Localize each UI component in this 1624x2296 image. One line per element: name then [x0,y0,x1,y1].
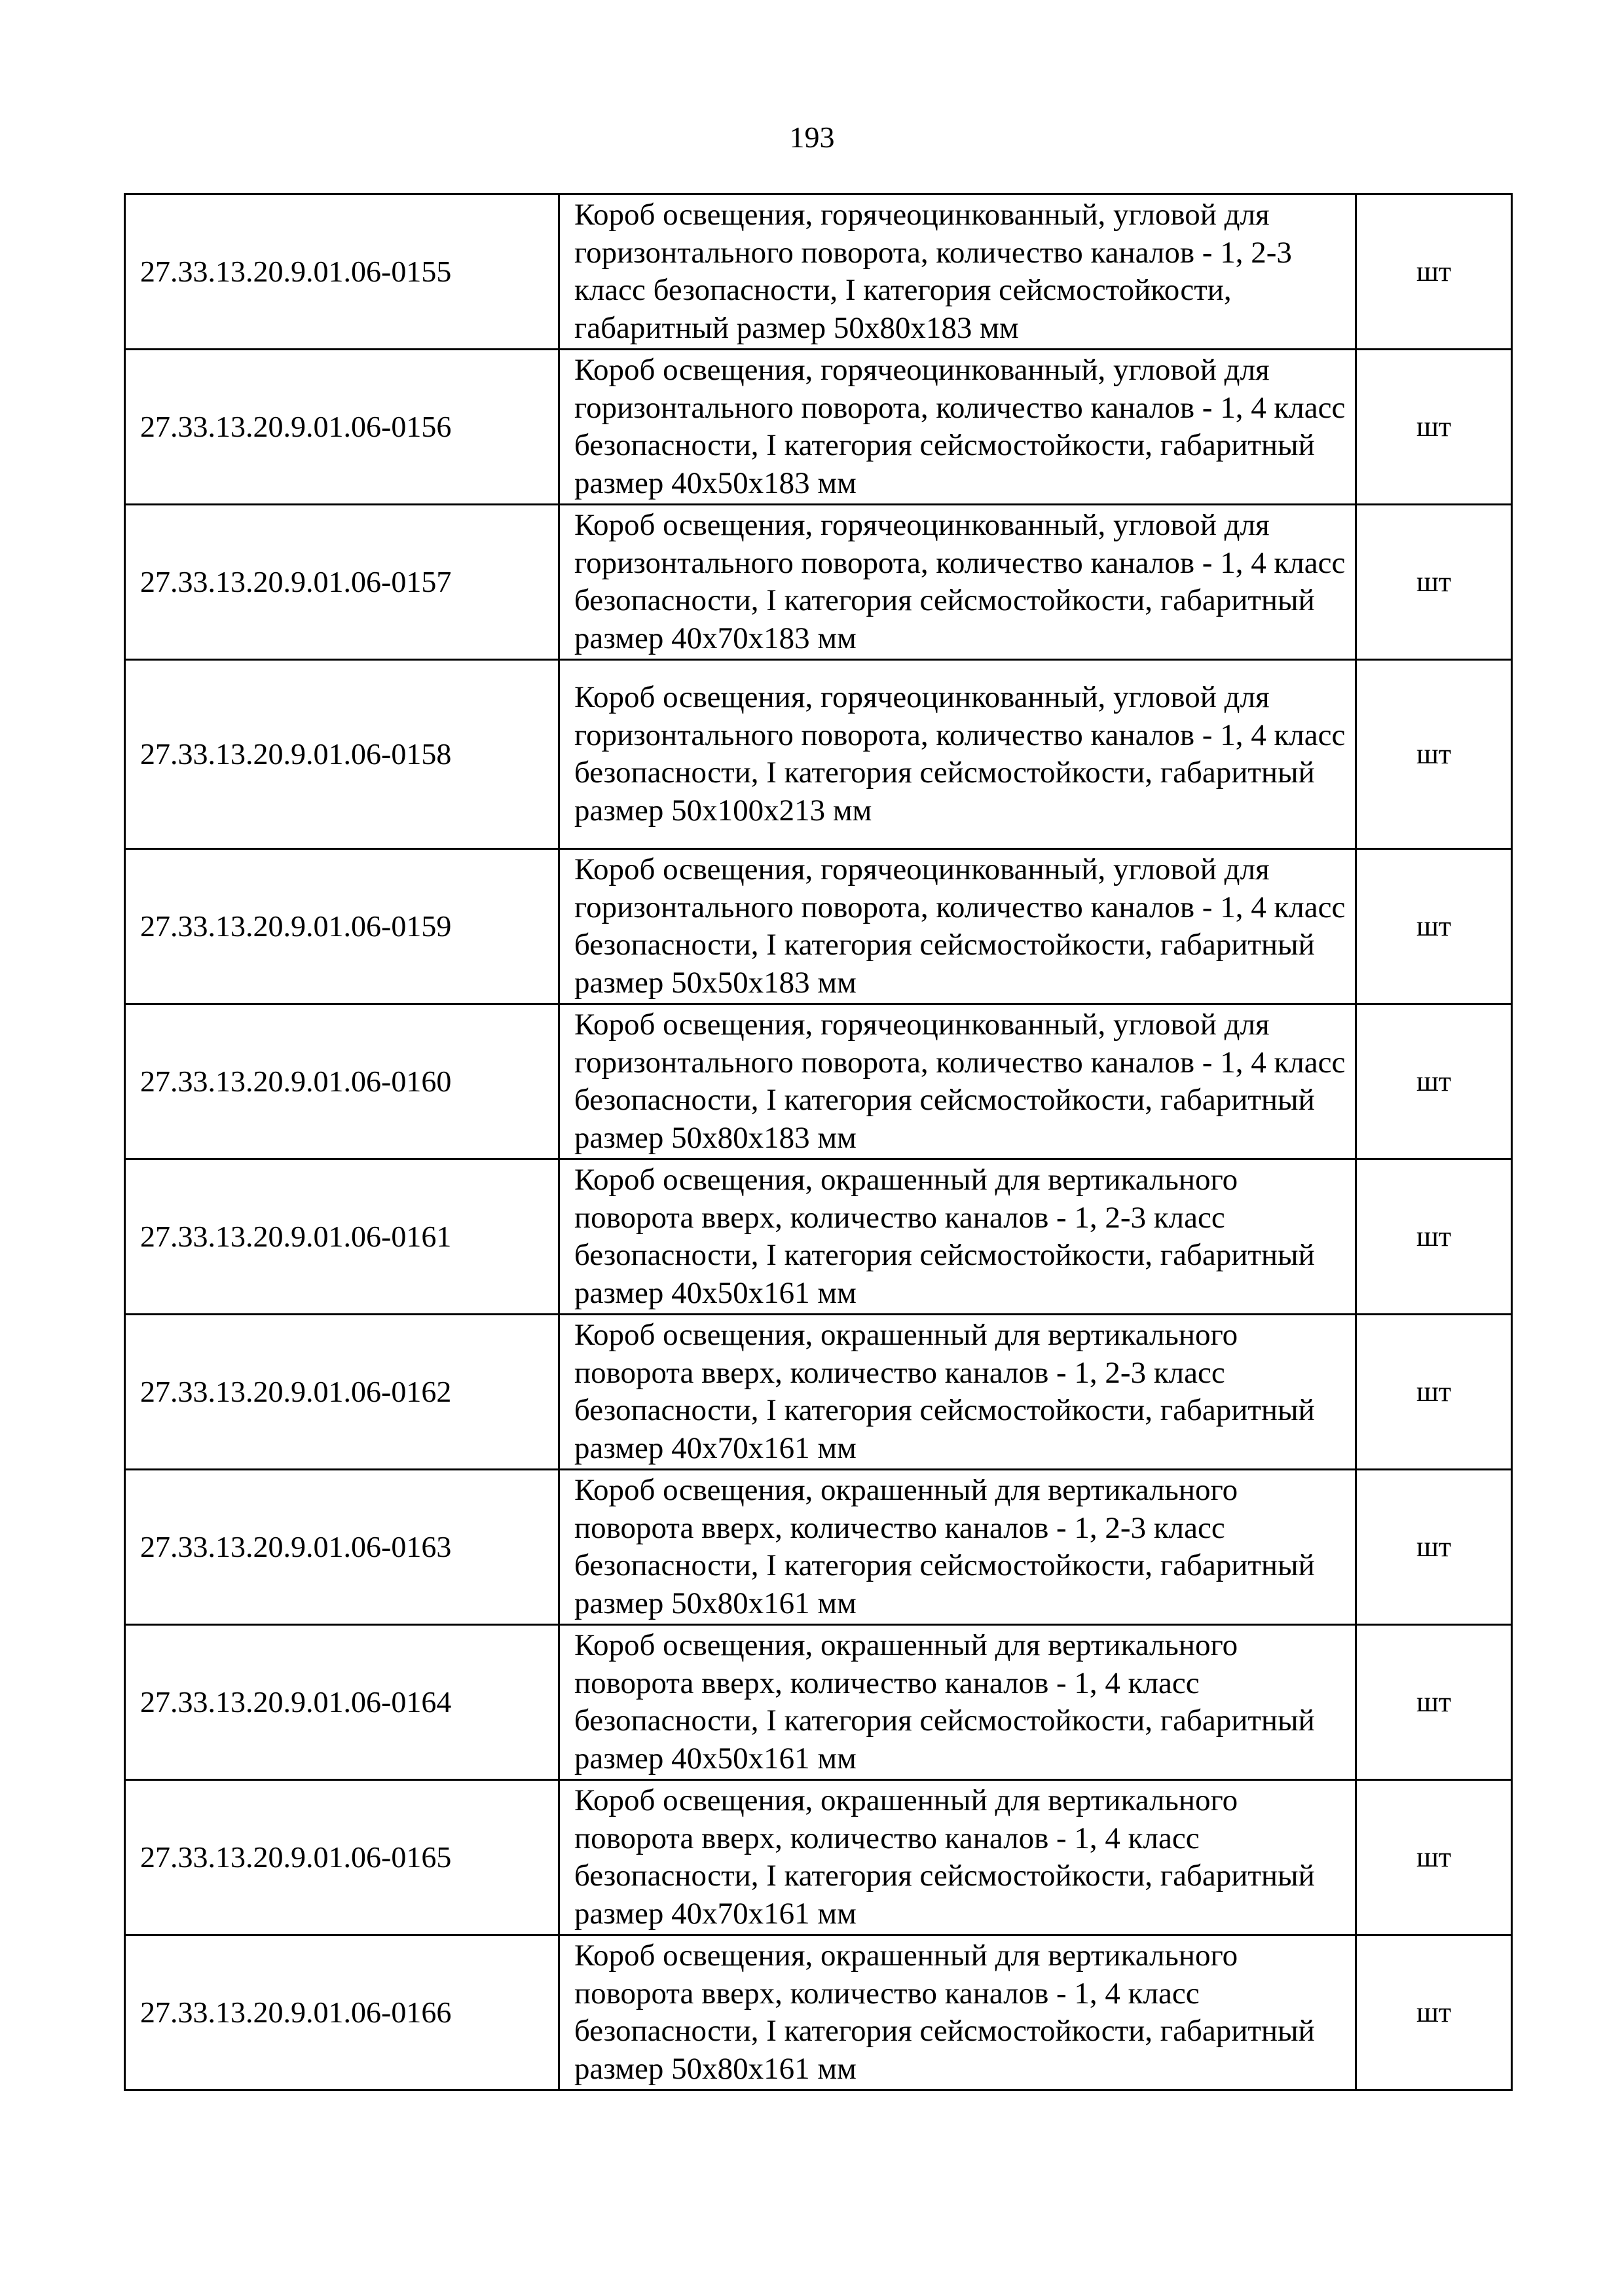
item-description: Короб освещения, окрашенный для вертикального поворота вверх, количество каналов - 1, 2-3 класс безопасности, I категория сейсмостойкости, габаритный размер 40x70x161 мм [559,1315,1356,1470]
item-unit: шт [1356,1625,1512,1780]
item-unit: шт [1356,1935,1512,2090]
item-code: 27.33.13.20.9.01.06-0156 [125,350,559,505]
item-code: 27.33.13.20.9.01.06-0165 [125,1780,559,1935]
table-row [125,1780,1512,1935]
item-description: Короб освещения, горячеоцинкованный, угловой для горизонтального поворота, количество каналов - 1, 4 класс безопасности, I категория сейсмостойкости, габаритный размер 40x50x183 мм [559,350,1356,505]
item-code: 27.33.13.20.9.01.06-0166 [125,1935,559,2090]
item-code: 27.33.13.20.9.01.06-0158 [125,660,559,849]
item-description: Короб освещения, окрашенный для вертикального поворота вверх, количество каналов - 1, 2-3 класс безопасности, I категория сейсмостойкости, габаритный размер 40x50x161 мм [559,1159,1356,1315]
item-description: Короб освещения, окрашенный для вертикального поворота вверх, количество каналов - 1, 4 класс безопасности, I категория сейсмостойкости, габаритный размер 40x70x161 мм [559,1780,1356,1935]
table-row [125,505,1512,660]
item-description: Короб освещения, окрашенный для вертикального поворота вверх, количество каналов - 1, 4 класс безопасности, I категория сейсмостойкости, габаритный размер 40x50x161 мм [559,1625,1356,1780]
item-code: 27.33.13.20.9.01.06-0157 [125,505,559,660]
table-row [125,1159,1512,1315]
item-unit: шт [1356,1159,1512,1315]
catalog-table [124,193,1513,2091]
item-description: Короб освещения, горячеоцинкованный, угловой для горизонтального поворота, количество каналов - 1, 2-3 класс безопасности, I категория сейсмостойкости, габаритный размер 50x80x183 мм [559,194,1356,350]
table-row [125,1935,1512,2090]
table-row [125,660,1512,849]
item-unit: шт [1356,194,1512,350]
item-code: 27.33.13.20.9.01.06-0164 [125,1625,559,1780]
item-code: 27.33.13.20.9.01.06-0161 [125,1159,559,1315]
item-unit: шт [1356,505,1512,660]
item-code: 27.33.13.20.9.01.06-0162 [125,1315,559,1470]
table-row [125,1470,1512,1625]
table-row [125,1004,1512,1159]
page-number: 193 [789,120,835,154]
item-code: 27.33.13.20.9.01.06-0155 [125,194,559,350]
item-description: Короб освещения, окрашенный для вертикального поворота вверх, количество каналов - 1, 4 класс безопасности, I категория сейсмостойкости, габаритный размер 50x80x161 мм [559,1935,1356,2090]
item-unit: шт [1356,660,1512,849]
item-unit: шт [1356,1004,1512,1159]
table-row [125,350,1512,505]
item-description: Короб освещения, горячеоцинкованный, угловой для горизонтального поворота, количество каналов - 1, 4 класс безопасности, I категория сейсмостойкости, габаритный размер 40x70x183 мм [559,505,1356,660]
item-unit: шт [1356,350,1512,505]
item-unit: шт [1356,1470,1512,1625]
table-row [125,1315,1512,1470]
item-description: Короб освещения, горячеоцинкованный, угловой для горизонтального поворота, количество каналов - 1, 4 класс безопасности, I категория сейсмостойкости, габаритный размер 50x80x183 мм [559,1004,1356,1159]
item-unit: шт [1356,1315,1512,1470]
item-description: Короб освещения, горячеоцинкованный, угловой для горизонтального поворота, количество каналов - 1, 4 класс безопасности, I категория сейсмостойкости, габаритный размер 50x100x213 мм [559,660,1356,849]
item-description: Короб освещения, окрашенный для вертикального поворота вверх, количество каналов - 1, 2-3 класс безопасности, I категория сейсмостойкости, габаритный размер 50x80x161 мм [559,1470,1356,1625]
item-unit: шт [1356,849,1512,1004]
item-code: 27.33.13.20.9.01.06-0159 [125,849,559,1004]
item-code: 27.33.13.20.9.01.06-0160 [125,1004,559,1159]
item-description: Короб освещения, горячеоцинкованный, угловой для горизонтального поворота, количество каналов - 1, 4 класс безопасности, I категория сейсмостойкости, габаритный размер 50x50x183 мм [559,849,1356,1004]
item-code: 27.33.13.20.9.01.06-0163 [125,1470,559,1625]
item-unit: шт [1356,1780,1512,1935]
table-row [125,1625,1512,1780]
table-row [125,849,1512,1004]
table-row [125,194,1512,350]
